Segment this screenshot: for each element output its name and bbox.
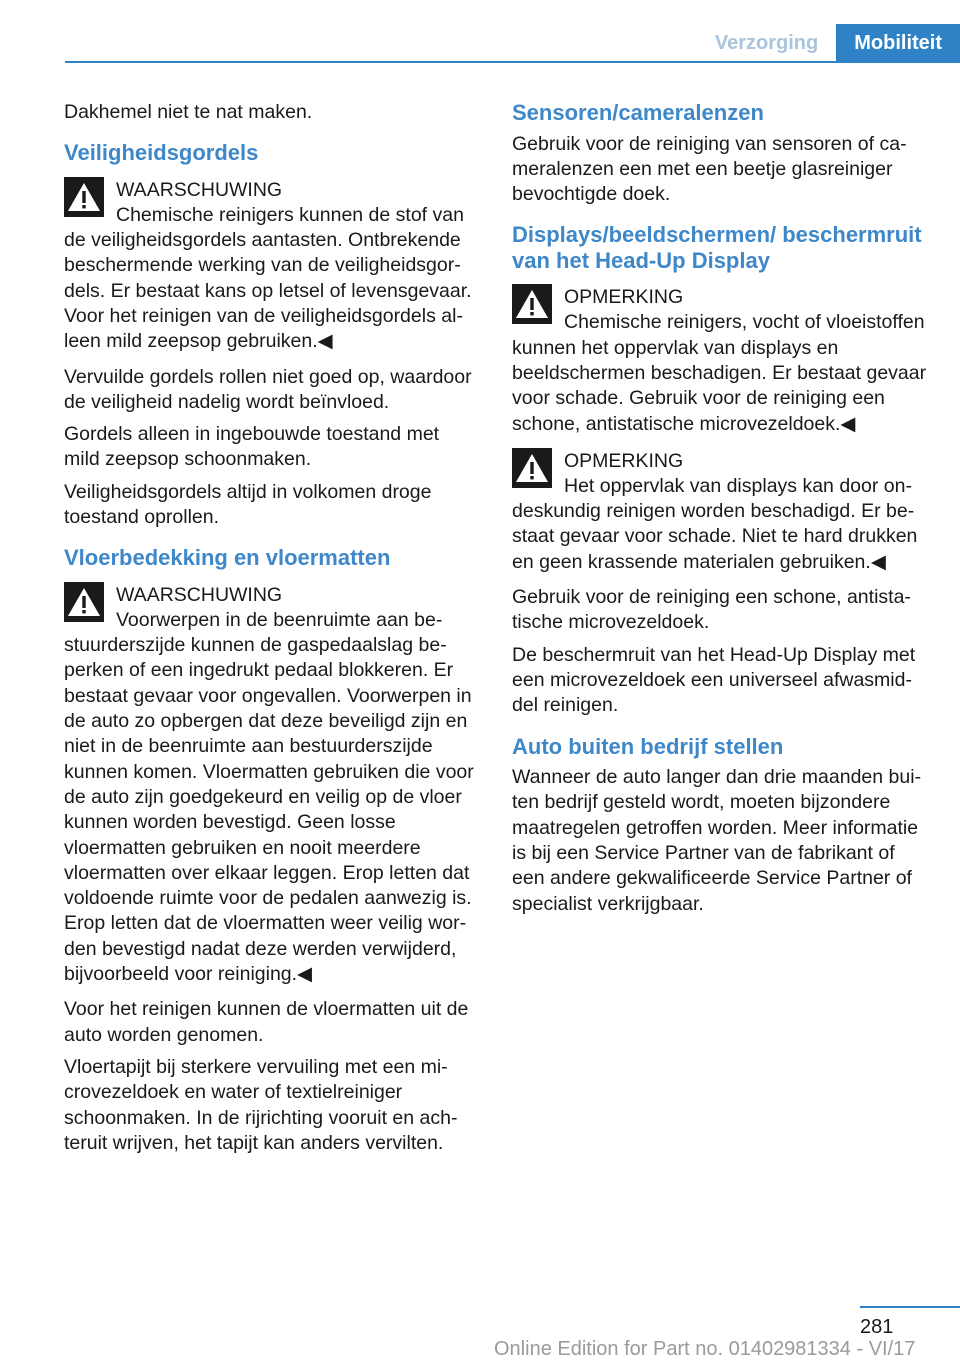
note-text: Het oppervlak van displays kan door ondeskundig reinigen worden beschadigd. Er bestaat gevaar voor schade. Niet te hard drukken en geen krassende materialen gebruiken.◀	[512, 474, 918, 573]
paragraph: Vloertapijt bij sterkere vervuiling met een microvezeldoek en water of textielreiniger schoonmaken. In de rijrichting vooruit en achteruit wrijven, het tapijt kan anders vervilten.	[64, 1055, 458, 1154]
heading-storage: Auto buiten bedrijf stellen	[512, 733, 784, 759]
footer-edition: Online Edition for Part no. 01402981334 - VI/17	[494, 1338, 916, 1360]
warning-floor-mats	[64, 581, 480, 987]
paragraph: Gordels alleen in ingebouwde toestand met mild zeepsop schoonmaken.	[64, 423, 440, 471]
note-title: OPMERKING	[564, 449, 684, 472]
right-column	[512, 100, 928, 924]
page-number-rule	[860, 1306, 960, 1308]
paragraph: Gebruik voor de reiniging van sensoren of cameralenzen een met een beetje glasreiniger bevochtigde doek.	[512, 132, 907, 206]
paragraph: Voor het reinigen kunnen de vloermatten uit de auto worden genomen.	[64, 998, 469, 1046]
paragraph: Vervuilde gordels rollen niet goed op, waardoor de veiligheid nadelig wordt beïnvloed.	[64, 365, 472, 413]
warning-text: Chemische reinigers kunnen de stof van de veiligheidsgordels aantasten. Ontbrekende beschermende werking van de veiligheidsgordels. Er bestaat kans op letsel of levensgevaar. Voor het reinigen van de veiligheidsgordels alleen mild zeepsop gebruiken.◀	[64, 203, 472, 353]
tab-mobiliteit[interactable]: Mobiliteit	[836, 24, 960, 62]
heading-sensors: Sensoren/cameralenzen	[512, 100, 764, 125]
header-rule	[65, 61, 960, 63]
paragraph: Gebruik voor de reiniging een schone, antistatische microvezeldoek.	[512, 586, 911, 634]
paragraph: Wanneer de auto langer dan drie maanden buiten bedrijf gesteld wordt, moeten bijzondere maatregelen getroffen worden. Meer informatie is bij een Service Partner van de fabrikant of een andere gekwalificeerde Service Partner of specialist verkrijgbaar.	[512, 766, 922, 915]
heading-seatbelts: Veiligheidsgordels	[64, 140, 259, 166]
warning-text: Voorwerpen in de beenruimte aan bestuurderszijde kunnen de gaspedaalslag beperken of een ingedrukt pedaal blokkeren. Er bestaat gevaar voor ongevallen. Voorwerpen in de auto zo opbergen dat deze beveiligd zijn en niet in de beenruimte aan bestuurderszijde kunnen komen. Vloermatten gebruiken die voor de auto zijn goedgekeurd en veilig op de vloer kunnen worden bevestigd. Geen losse vloermatten gebruiken en nooit meerdere vloermatten over elkaar leggen. Erop letten dat voldoende ruimte voor de pedalen aanwezig is. Erop letten dat de vloermatten weer veilig worden bevestigd nadat deze werden verwijderd, bijvoorbeeld voor reiniging.◀	[64, 608, 474, 986]
warning-seatbelts	[64, 176, 480, 355]
warning-triangle-icon	[64, 582, 104, 622]
note-displays-chemicals	[512, 283, 928, 436]
paragraph: Veiligheidsgordels altijd in volkomen droge toestand oprollen.	[64, 480, 432, 529]
warning-triangle-icon	[512, 448, 552, 488]
warning-title: WAARSCHUWING	[116, 178, 283, 201]
note-displays-surface	[512, 447, 928, 575]
left-column	[64, 100, 480, 1163]
warning-triangle-icon	[512, 284, 552, 324]
header-tabs	[697, 24, 960, 62]
intro-text: Dakhemel niet te nat maken.	[64, 101, 313, 123]
warning-triangle-icon	[64, 177, 104, 217]
note-title: OPMERKING	[564, 286, 684, 309]
note-text: Chemische reinigers, vocht of vloeistoffen kunnen het oppervlak van displays en beeldschermen beschadigen. Er bestaat gevaar voor schade. Gebruik voor de reiniging een schone, antistatische microvezeldoek.◀	[512, 311, 927, 435]
tab-verzorging[interactable]: Verzorging	[714, 32, 819, 54]
page-number: 281	[860, 1316, 894, 1338]
heading-displays: Displays/beeldschermen/ beschermruit van het Head-Up Display	[512, 222, 922, 273]
warning-title: WAARSCHUWING	[116, 583, 283, 606]
paragraph: De beschermruit van het Head-Up Display met een microvezeldoek een universeel afwasmiddel reinigen.	[512, 643, 916, 717]
heading-floor-mats: Vloerbedekking en vloermatten	[64, 545, 391, 571]
